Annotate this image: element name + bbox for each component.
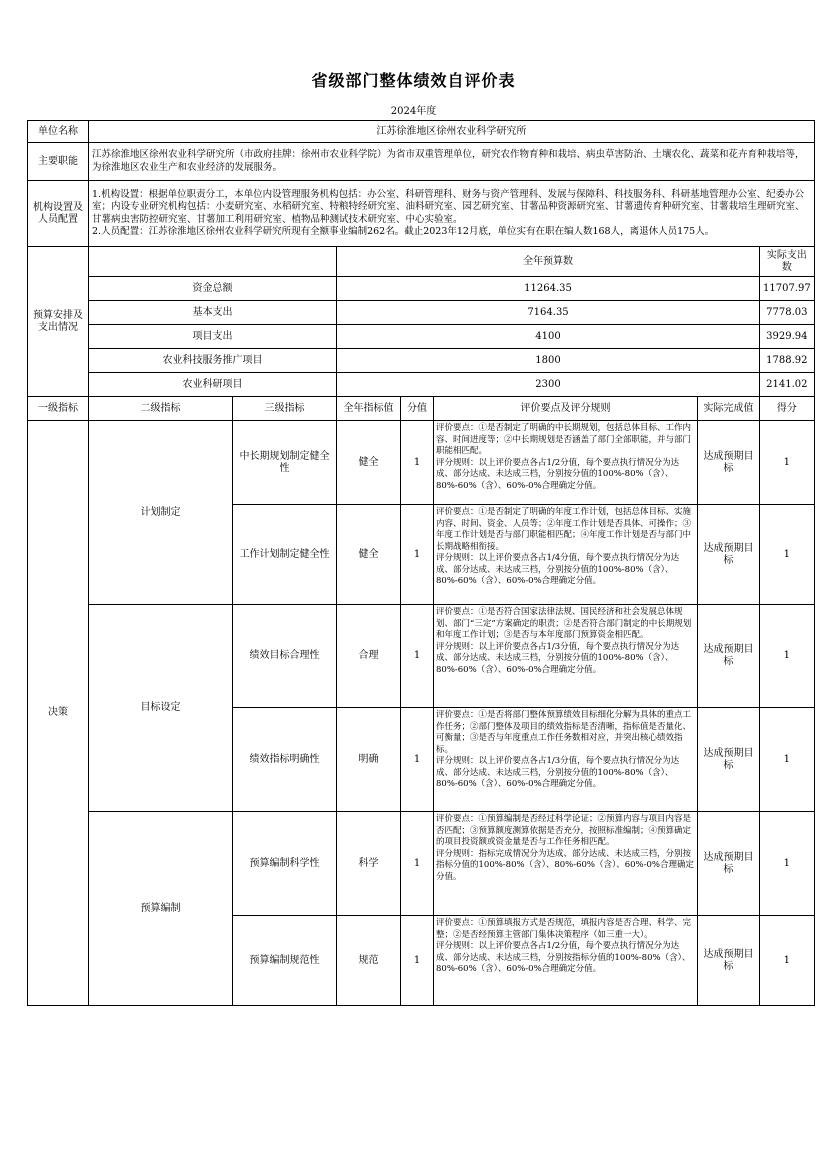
indicator-rule: 评价要点：①是否制定了明确的中长期规划，包括总体目标、工作内容、时间进度等；②中长期规划是否涵盖了部门全部职能，并与部门职能相匹配。 评分规则：以上评价要点各占1/2分值，每个要点执行情况分为达成、部分达成、未达成三档，分别按分值的100%-80%（含）、80%-60%（含）、60%-0%合理确定分值。 <box>434 421 698 505</box>
indicator-done: 达成预期目标 <box>698 605 760 708</box>
header-level2: 二级指标 <box>89 397 233 421</box>
budget-row-actual: 2141.02 <box>760 373 815 397</box>
indicator-target: 明确 <box>337 708 401 812</box>
org-text <box>89 181 815 247</box>
budget-header-plan: 全年预算数 <box>337 247 760 277</box>
budget-row-plan: 1800 <box>337 349 760 373</box>
budget-row-name: 农业科研项目 <box>89 373 337 397</box>
indicator-rule: 评价要点：①预算填报方式是否规范，填报内容是否合理、科学、完整；②是否经预算主管部门集体决策程序（如三重一大）。 评分规则：以上评价要点各占1/2分值，每个要点执行情况分为达成、部分达成、未达成三档，分别按指标分值的100%-80%（含）、80%-60%（含）、60%-0%合理确定分值。 <box>434 916 698 1006</box>
budget-row-name: 基本支出 <box>89 301 337 325</box>
indicator-name: 绩效指标明确性 <box>233 708 337 812</box>
indicator-target: 合理 <box>337 605 401 708</box>
indicator-score: 1 <box>760 708 815 812</box>
budget-row-plan: 4100 <box>337 325 760 349</box>
budget-row-name: 项目支出 <box>89 325 337 349</box>
budget-row-actual: 3929.94 <box>760 325 815 349</box>
indicator-weight: 1 <box>401 812 434 916</box>
budget-row-actual: 1788.92 <box>760 349 815 373</box>
indicator-done: 达成预期目标 <box>698 708 760 812</box>
budget-label: 预算安排及支出情况 <box>28 247 89 397</box>
indicator-target: 科学 <box>337 812 401 916</box>
unit-name-label: 单位名称 <box>28 121 89 143</box>
indicator-target: 规范 <box>337 916 401 1006</box>
indicator-rule: 评价要点：①是否制定了明确的年度工作计划，包括总体目标、实施内容、时间、资金、人员等；②年度工作计划是否具体、可操作；③年度工作计划是否与部门职能相匹配；④年度工作计划是否与部门中长期战略相衔接。 评分规则：以上评价要点各占1/4分值，每个要点执行情况分为达成、部分达成、未达成三档，分别按分值的100%-80%（含）、80%-60%（含）、60%-0%合理确定分值。 <box>434 505 698 605</box>
indicator-name: 工作计划制定健全性 <box>233 505 337 605</box>
org-label: 机构设置及人员配置 <box>28 181 89 247</box>
indicator-rule: 评价要点：①预算编制是否经过科学论证；②预算内容与项目内容是否匹配；③预算额度测算依据是否充分，按照标准编制；④预算确定的项目投资额或资金量是否与工作任务相匹配。 评分规则：指标完成情况分为达成、部分达成、未达成三档，分别按指标分值的100%-80%（含）、80%-60%（含）、60%-0%合理确定分值。 <box>434 812 698 916</box>
indicator-target: 健全 <box>337 505 401 605</box>
indicator-weight: 1 <box>401 421 434 505</box>
indicator-done: 达成预期目标 <box>698 505 760 605</box>
indicator-name: 绩效目标合理性 <box>233 605 337 708</box>
header-weight: 分值 <box>401 397 434 421</box>
header-target: 全年指标值 <box>337 397 401 421</box>
budget-row-name: 资金总额 <box>89 277 337 301</box>
indicator-score: 1 <box>760 421 815 505</box>
indicator-score: 1 <box>760 916 815 1006</box>
evaluation-table <box>27 120 815 1006</box>
indicator-score: 1 <box>760 505 815 605</box>
level1-cell: 决策 <box>28 421 89 1006</box>
indicator-done: 达成预期目标 <box>698 812 760 916</box>
indicator-rule: 评价要点：①是否符合国家法律法规、国民经济和社会发展总体规划、部门“三定”方案确定的职责；②是否符合部门制定的中长期规划和年度工作计划；③是否与本年度部门预算资金相匹配。 评分规则：以上评价要点各占1/3分值，每个要点执行情况分为达成、部分达成、未达成三档，分别按分值的100%-80%（含）、80%-60%（含）、60%-0%合理确定分值。 <box>434 605 698 708</box>
indicator-weight: 1 <box>401 505 434 605</box>
indicator-weight: 1 <box>401 605 434 708</box>
indicator-weight: 1 <box>401 916 434 1006</box>
indicator-done: 达成预期目标 <box>698 916 760 1006</box>
budget-header-actual: 实际支出数 <box>760 247 815 277</box>
level2-cell: 计划制定 <box>89 421 233 605</box>
main-duty-text: 江苏徐淮地区徐州农业科学研究所（市政府挂牌：徐州市农业科学院）为省市双重管理单位，研究农作物育种和栽培、病虫草害防治、土壤农化、蔬菜和花卉育种栽培等，为徐淮地区农业生产和农业经济的发展服务。 <box>89 143 815 181</box>
indicator-name: 预算编制科学性 <box>233 812 337 916</box>
org-text-structure: 1.机构设置：根据单位职责分工，本单位内设管理服务机构包括：办公室、科研管理科、财务与资产管理科、发展与保障科、科技服务科、科研基地管理办公室、纪委办公室；内设专业研究机构包括：小麦研究室、水稻研究室、特粮特经研究室、油料研究室、园艺研究室、甘薯品种资源研究室、甘薯遗传育种研究室、甘薯栽培生理研究室、甘薯病虫害防控研究室、甘薯加工利用研究室、植物品种测试技术研究室、中心实验室。 <box>92 188 805 225</box>
org-text-staff: 2.人员配置：江苏徐淮地区徐州农业科学研究所现有全额事业编制262名。截止2023年12月底，单位实有在职在编人数168人，离退休人员175人。 <box>92 226 715 237</box>
budget-row-plan: 7164.35 <box>337 301 760 325</box>
budget-row-name: 农业科技服务推广项目 <box>89 349 337 373</box>
budget-header-blank <box>89 247 337 277</box>
indicator-name: 中长期规划制定健全性 <box>233 421 337 505</box>
unit-name-value: 江苏徐淮地区徐州农业科学研究所 <box>89 121 815 143</box>
header-level3: 三级指标 <box>233 397 337 421</box>
indicator-name: 预算编制规范性 <box>233 916 337 1006</box>
indicator-rule: 评价要点：①是否将部门整体预算绩效目标细化分解为具体的重点工作任务；②部门整体及项目的绩效指标是否清晰，指标值是否量化、可衡量；③是否与年度重点工作任务数相对应，并突出核心绩效指标。 评分规则：以上评价要点各占1/3分值，每个要点执行情况分为达成、部分达成、未达成三档，分别按分值的100%-80%（含）、80%-60%（含）、60%-0%合理确定分值。 <box>434 708 698 812</box>
level2-cell: 预算编制 <box>89 812 233 1006</box>
indicator-weight: 1 <box>401 708 434 812</box>
page-title: 省级部门整体绩效自评价表 <box>311 71 516 90</box>
level2-cell: 目标设定 <box>89 605 233 812</box>
indicator-done: 达成预期目标 <box>698 421 760 505</box>
budget-row-actual: 11707.97 <box>760 277 815 301</box>
header-score: 得分 <box>760 397 815 421</box>
header-done: 实际完成值 <box>698 397 760 421</box>
indicator-score: 1 <box>760 812 815 916</box>
budget-row-plan: 2300 <box>337 373 760 397</box>
header-rule: 评价要点及评分规则 <box>434 397 698 421</box>
budget-row-actual: 7778.03 <box>760 301 815 325</box>
header-level1: 一级指标 <box>28 397 89 421</box>
indicator-score: 1 <box>760 605 815 708</box>
budget-row-plan: 11264.35 <box>337 277 760 301</box>
indicator-target: 健全 <box>337 421 401 505</box>
main-duty-label: 主要职能 <box>28 143 89 181</box>
year-label: 2024年度 <box>390 106 437 117</box>
